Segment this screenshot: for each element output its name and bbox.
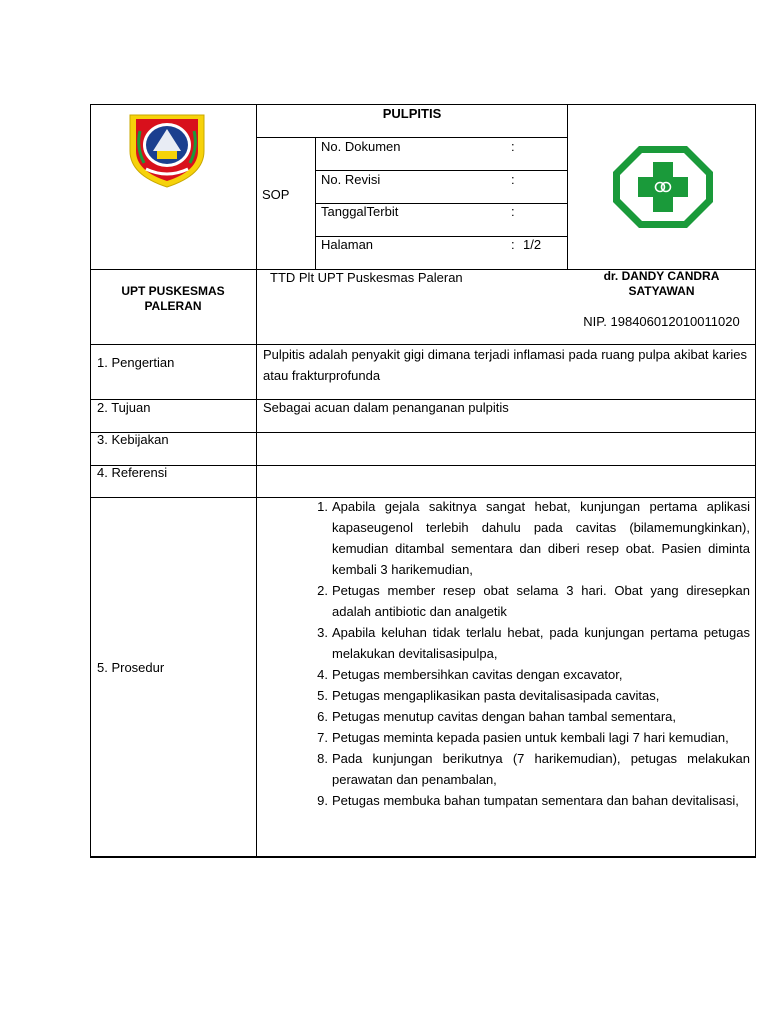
- procedure-step: [306, 664, 750, 685]
- field-separator: :: [511, 237, 515, 252]
- sop-label: SOP: [262, 187, 290, 202]
- field-separator: :: [511, 172, 515, 187]
- column-divider-logo: [567, 104, 568, 270]
- row-divider-4: [90, 465, 756, 466]
- border-left: [90, 104, 91, 858]
- section-text-pengertian: Pulpitis adalah penyakit gigi dimana terjadi inflamasi pada ruang pulpa akibat karies atau frakturprofunda: [263, 347, 747, 383]
- procedure-step-number: 9.: [317, 793, 328, 808]
- procedure-step-text: Petugas menutup cavitas dengan bahan tambal sementara,: [332, 709, 677, 724]
- title-divider: [257, 137, 567, 138]
- section-text-tujuan: Sebagai acuan dalam penanganan pulpitis: [263, 400, 509, 415]
- procedure-step-number: 7.: [317, 730, 328, 745]
- signature-label: TTD Plt UPT Puskesmas Paleran: [270, 270, 463, 285]
- procedure-step-text: Apabila keluhan tidak terlalu hebat, pada kunjungan pertama petugas melakukan devitalisasipulpa,: [332, 625, 750, 661]
- org-name-line1: UPT PUSKESMAS: [121, 284, 225, 298]
- procedure-step-text: Pada kunjungan berikutnya (7 harikemudian), petugas melakukan perawatan dan penambalan,: [332, 751, 750, 787]
- field-label-halaman: Halaman: [321, 237, 374, 252]
- column-divider-main: [256, 104, 257, 858]
- section-label-referensi: 4. Referensi: [97, 465, 168, 480]
- field-divider-1: [315, 170, 567, 171]
- field-label-tanggal-terbit: TanggalTerbit: [321, 204, 399, 219]
- signer-name-line2: SATYAWAN: [628, 284, 695, 298]
- border-top: [90, 104, 756, 105]
- field-value-halaman: 1/2: [523, 237, 542, 252]
- procedure-step-text: Petugas meminta kepada pasien untuk kembali lagi 7 hari kemudian,: [332, 730, 729, 745]
- procedure-step-number: 2.: [317, 583, 328, 598]
- procedure-step-text: Petugas membersihkan cavitas dengan excavator,: [332, 667, 623, 682]
- procedure-step-text: Petugas mengaplikasikan pasta devitalisasipada cavitas,: [332, 688, 660, 703]
- procedure-step-number: 4.: [317, 667, 328, 682]
- procedure-step: [306, 790, 750, 811]
- procedure-step: [306, 622, 750, 664]
- procedure-step-number: 3.: [317, 625, 328, 640]
- procedure-step-number: 5.: [317, 688, 328, 703]
- puskesmas-cross-emblem-icon: [611, 144, 715, 230]
- procedure-step-text: Petugas member resep obat selama 3 hari. Obat yang diresepkan adalah antibiotic dan analgetik: [332, 583, 750, 619]
- signer-nip: NIP. 198406012010011020: [583, 314, 740, 329]
- regency-logo: [122, 111, 212, 191]
- procedure-step: [306, 748, 750, 790]
- procedure-step-text: Petugas membuka bahan tumpatan sementara dan bahan devitalisasi,: [332, 793, 739, 808]
- section-label-pengertian: 1. Pengertian: [97, 355, 175, 370]
- row-divider-3: [90, 432, 756, 433]
- procedure-step: [306, 580, 750, 622]
- procedure-step: [306, 727, 750, 748]
- procedure-step-number: 6.: [317, 709, 328, 724]
- field-label-no-dokumen: No. Dokumen: [321, 139, 401, 154]
- procedure-step-number: 8.: [317, 751, 328, 766]
- procedure-step-number: 1.: [317, 499, 328, 514]
- sop-document: [90, 104, 756, 858]
- procedure-step: [306, 706, 750, 727]
- section-label-kebijakan: 3. Kebijakan: [97, 432, 169, 447]
- document-title: PULPITIS: [382, 106, 442, 121]
- procedure-list: [306, 496, 750, 811]
- border-bottom: [90, 856, 756, 858]
- column-divider-sop: [315, 137, 316, 270]
- jember-regency-emblem-icon: [122, 111, 212, 191]
- org-name-line2: PALERAN: [144, 299, 202, 313]
- field-separator: :: [511, 139, 515, 154]
- border-right: [755, 104, 756, 858]
- section-label-tujuan: 2. Tujuan: [97, 400, 151, 415]
- procedure-step: [306, 685, 750, 706]
- section-label-prosedur: 5. Prosedur: [97, 660, 165, 675]
- procedure-step: [306, 496, 750, 580]
- signer-name-line1: dr. DANDY CANDRA: [603, 269, 720, 283]
- field-label-no-revisi: No. Revisi: [321, 172, 381, 187]
- field-separator: :: [511, 204, 515, 219]
- puskesmas-logo: [611, 144, 715, 230]
- procedure-step-text: Apabila gejala sakitnya sangat hebat, kunjungan pertama aplikasi kapaseugenol terlebih dahulu pada cavitas (bilamemungkinkan), kemudian ditambal sementara dan diberi resep obat. Pasien diminta kembali 3 harikemudian,: [332, 499, 750, 577]
